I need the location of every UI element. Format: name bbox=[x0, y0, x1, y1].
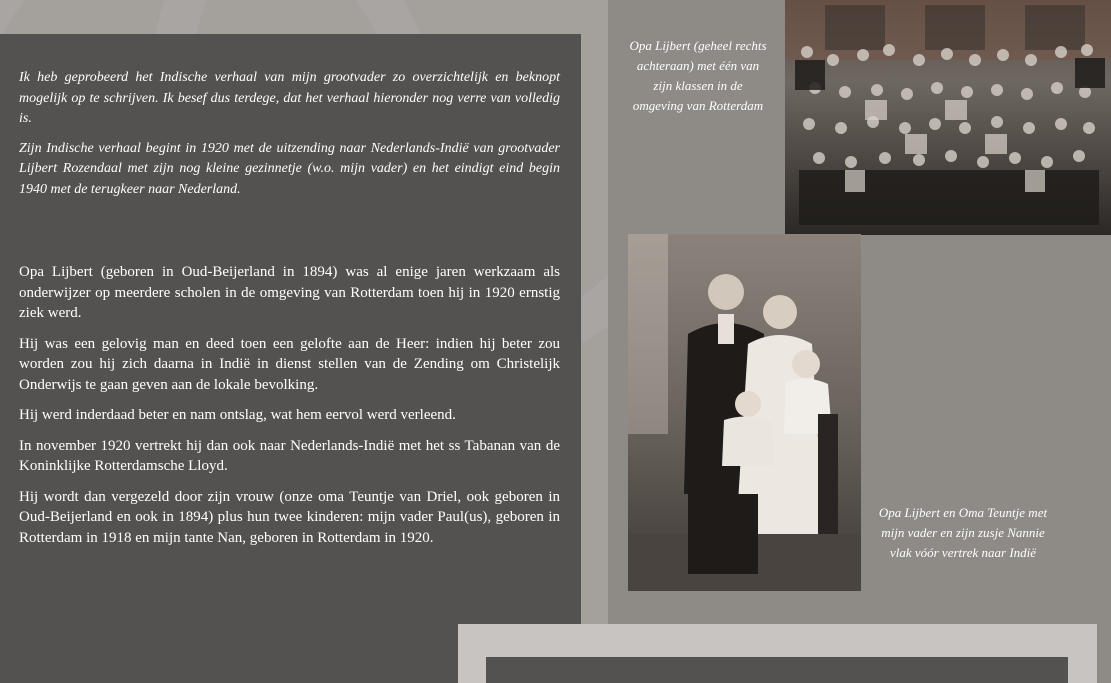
family-photo-caption: Opa Lijbert en Oma Teuntje met mijn vader en zijn zusje Nannie vlak vóór vertrek naar Indië bbox=[878, 505, 1048, 560]
intro-paragraph-2: Zijn Indische verhaal begint in 1920 met de uitzending naar Nederlands-Indië van grootvader Lijbert Rozendaal met zijn nog kleine gezinnetje (w.o. mijn vader) en het eindigt eind begin 1940 met de terugkeer naar Nederland. bbox=[19, 140, 560, 197]
story-paragraph-1: Opa Lijbert (geboren in Oud-Beijerland in 1894) was al enige jaren werkzaam als onderwijzer op meerdere scholen in de omgeving van Rotterdam toen hij in 1920 ernstig ziek werd. bbox=[19, 264, 560, 321]
story-section bbox=[19, 262, 560, 558]
story-paragraph-2: Hij was een gelovig man en deed toen een gelofte aan de Heer: indien hij beter zou worden zou hij zich daarna in Indië in dienst stellen van de Zending om Christelijk Onderwijs te gaan geven aan de lokale bevolking. bbox=[19, 335, 560, 393]
bottom-panel bbox=[486, 657, 1068, 683]
intro-paragraph-1: Ik heb geprobeerd het Indische verhaal van mijn grootvader zo overzichtelijk en beknopt mogelijk op te schrijven. Ik besef dus terdege, dat het verhaal hieronder nog verre van volledig is. bbox=[19, 70, 560, 126]
story-paragraph-4: In november 1920 vertrekt hij dan ook naar Nederlands-Indië met het ss Tabanan van de Koninklijke Rotterdamsche Lloyd. bbox=[19, 437, 560, 474]
intro-section bbox=[19, 68, 560, 200]
story-panel bbox=[0, 34, 581, 683]
class-photo-caption: Opa Lijbert (geheel rechts achteraan) met één van zijn klassen in de omgeving van Rotterdam bbox=[629, 38, 767, 113]
story-paragraph-5: Hij wordt dan vergezeld door zijn vrouw (onze oma Teuntje van Driel, ook geboren in Oud-Beijerland en ook in 1894) plus hun twee kinderen: mijn vader Paul(us), geboren in Rotterdam in 1918 en mijn tante Nan, geboren in Rotterdam in 1920. bbox=[19, 488, 560, 546]
class-photo bbox=[785, 0, 1111, 235]
story-paragraph-3: Hij werd inderdaad beter en nam ontslag, wat hem eervol werd verleend. bbox=[19, 407, 456, 423]
family-photo bbox=[628, 234, 861, 591]
